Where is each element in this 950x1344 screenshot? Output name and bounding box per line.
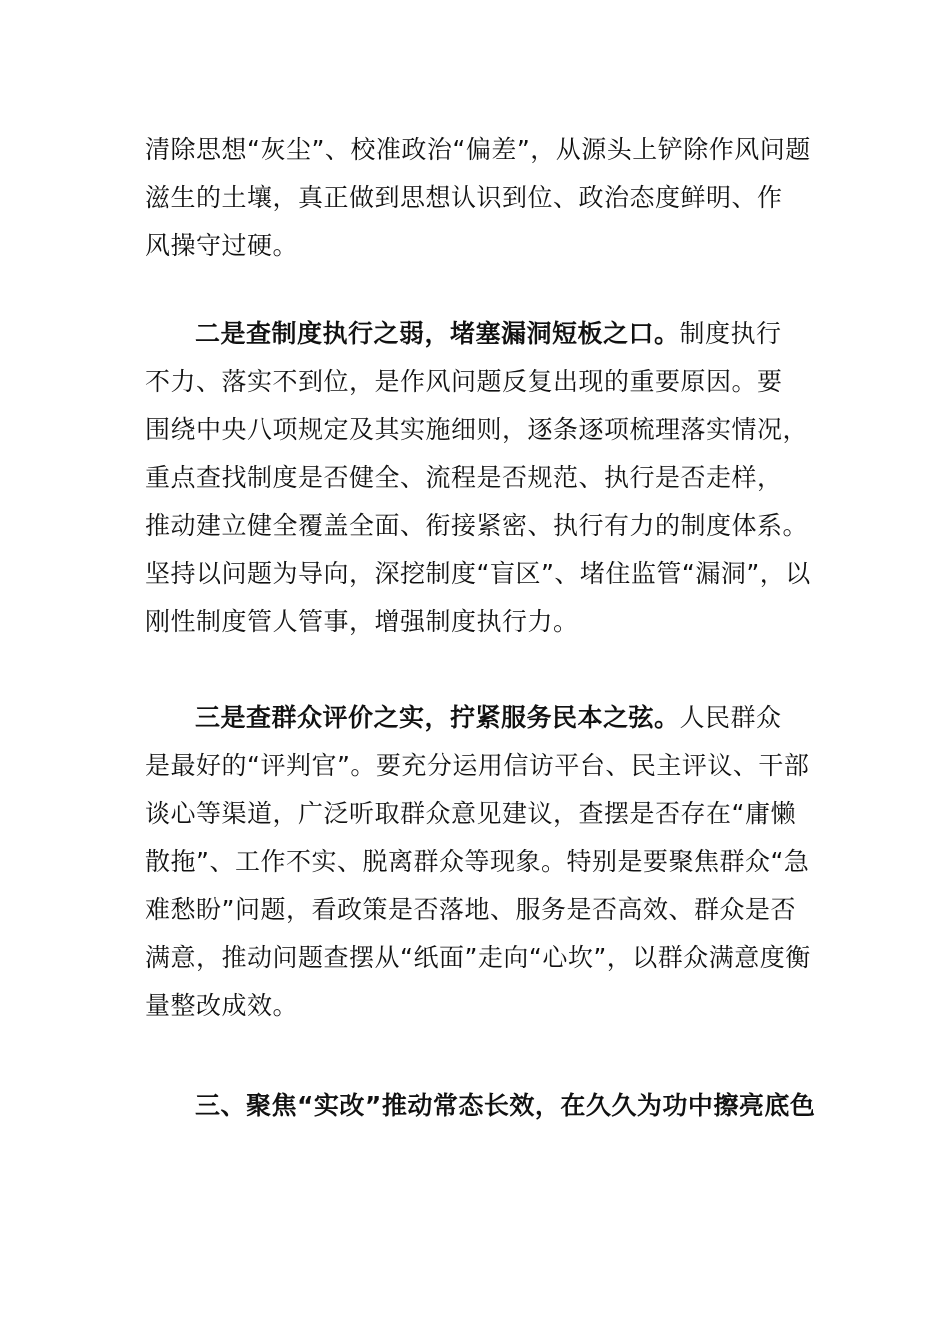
paragraph-line: 围绕中央八项规定及其实施细则，逐条逐项梳理落实情况， — [145, 415, 809, 444]
paragraph-line: 风操守过硬。 — [145, 231, 299, 260]
paragraph-line: 不力、落实不到位，是作风问题反复出现的重要原因。要 — [145, 367, 783, 396]
paragraph-line: 滋生的土壤，真正做到思想认识到位、政治态度鲜明、作 — [145, 183, 783, 212]
paragraph-first-line — [145, 694, 805, 742]
paragraph-line: 难愁盼”问题，看政策是否落地、服务是否高效、群众是否 — [145, 895, 796, 924]
paragraph-line: 刚性制度管人管事，增强制度执行力。 — [145, 607, 579, 636]
paragraph-line: 清除思想“灰尘”、校准政治“偏差”，从源头上铲除作风问题 — [145, 135, 811, 164]
paragraph-line: 坚持以问题为导向，深挖制度“盲区”、堵住监管“漏洞”，以 — [145, 559, 811, 588]
paragraph-lead-heading: 二是查制度执行之弱，堵塞漏洞短板之口。 — [195, 319, 680, 348]
intro-paragraph — [145, 126, 811, 270]
paragraph-line: 满意，推动问题查摆从“纸面”走向“心坎”，以群众满意度衡 — [145, 943, 811, 972]
paragraph-institution-execution — [145, 310, 811, 646]
paragraph-public-evaluation — [145, 694, 811, 1030]
paragraph-line: 散拖”、工作不实、脱离群众等现象。特别是要聚焦群众“急 — [145, 847, 810, 876]
paragraph-lead-heading: 三是查群众评价之实，拧紧服务民本之弦。 — [195, 703, 680, 732]
section-heading-3 — [145, 1082, 816, 1130]
section-heading-text: 三、聚焦“实改”推动常态长效，在久久为功中擦亮底色 — [195, 1091, 816, 1120]
paragraph-line: 推动建立健全覆盖全面、衔接紧密、执行有力的制度体系。 — [145, 511, 809, 540]
paragraph-lead-rest: 人民群众 — [679, 703, 782, 732]
paragraph-line: 是最好的“评判官”。要充分运用信访平台、民主评议、干部 — [145, 751, 810, 780]
paragraph-line: 重点查找制度是否健全、流程是否规范、执行是否走样， — [145, 463, 783, 492]
paragraph-first-line — [145, 310, 805, 358]
paragraph-line: 量整改成效。 — [145, 991, 299, 1020]
paragraph-line: 谈心等渠道，广泛听取群众意见建议，查摆是否存在“庸懒 — [145, 799, 796, 828]
paragraph-lead-rest: 制度执行 — [679, 319, 782, 348]
